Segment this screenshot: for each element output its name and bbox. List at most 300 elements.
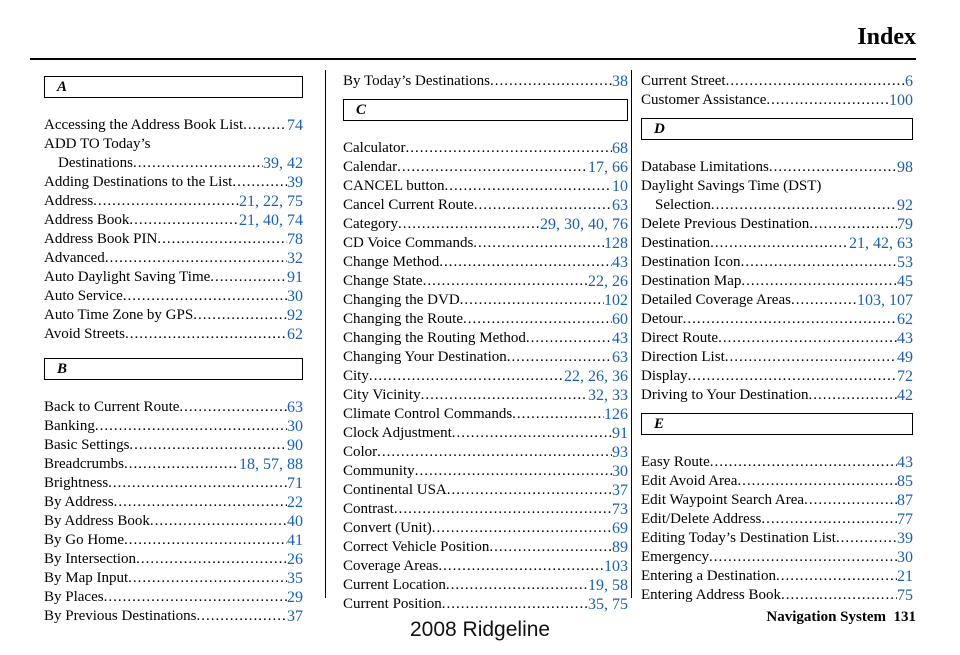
leader-dots [114, 493, 287, 512]
index-entry [343, 424, 628, 443]
index-entry-label: Current Location [343, 577, 446, 593]
index-entry-label: Accessing the Address Book List [44, 117, 244, 133]
index-entry-label: Delete Previous Destination [641, 216, 810, 232]
index-entry-label: Current Position [343, 596, 442, 612]
leader-dots [710, 234, 849, 253]
page-link[interactable]: 92 [287, 307, 303, 324]
index-entry-label: By Address [44, 494, 114, 510]
index-entry [641, 510, 913, 529]
page-link[interactable]: 10 [612, 178, 628, 195]
section-header-b: B [44, 358, 303, 380]
index-entry [343, 272, 628, 291]
index-entry [641, 529, 913, 548]
leader-dots [718, 329, 897, 348]
index-entry-label: Community [343, 463, 415, 479]
page-refs: 21, 40, 74 [239, 212, 303, 229]
page-link[interactable]: 74 [287, 212, 303, 229]
leader-dots [460, 291, 604, 310]
page-link[interactable]: 85 [897, 473, 913, 490]
leader-dots [397, 158, 588, 177]
page-refs [287, 569, 303, 588]
index-entry-label: Banking [44, 418, 95, 434]
index-entry [641, 196, 913, 215]
page-refs [897, 548, 913, 567]
index-list-b-cont [343, 72, 628, 91]
page-link[interactable]: 87 [897, 492, 913, 509]
page-refs [612, 348, 628, 367]
index-entry-label: Calendar [343, 159, 398, 175]
page-link[interactable]: 102 [604, 292, 628, 309]
index-entry-label: Emergency [641, 549, 710, 565]
leader-dots [129, 211, 239, 230]
page-link[interactable]: 126 [604, 406, 628, 423]
leader-dots [125, 325, 287, 344]
page-refs [287, 531, 303, 550]
index-entry-label: Entering Address Book [641, 587, 781, 603]
leader-dots [210, 268, 287, 287]
page-refs: 19, 58 [588, 577, 628, 594]
page-link[interactable]: 53 [897, 254, 913, 271]
index-entry-label: Advanced [44, 250, 105, 266]
index-entry [641, 348, 913, 367]
page-refs [287, 436, 303, 455]
page-refs [897, 310, 913, 329]
page-link[interactable]: 91 [612, 425, 628, 442]
index-entry-label: By Map Input [44, 570, 129, 586]
index-entry [641, 310, 913, 329]
index-entry [343, 405, 628, 424]
leader-dots [423, 272, 588, 291]
page-link[interactable]: 43 [897, 330, 913, 347]
page-refs: 103, 107 [857, 292, 913, 309]
leader-dots [804, 491, 897, 510]
page-refs: 35, 75 [588, 596, 628, 613]
page-refs [897, 158, 913, 177]
index-entry [641, 567, 913, 586]
page-link[interactable]: 75 [287, 193, 303, 210]
page-link[interactable]: 30 [612, 463, 628, 480]
page-refs [905, 72, 913, 91]
page-link[interactable]: 39 [897, 530, 913, 547]
leader-dots [737, 472, 897, 491]
page-refs: 32, 33 [588, 387, 628, 404]
page-link[interactable]: 40 [588, 216, 604, 233]
leader-dots [781, 586, 897, 605]
index-entry [343, 177, 628, 196]
index-entry [44, 569, 303, 588]
index-column-3 [641, 72, 913, 605]
leader-dots [741, 272, 897, 291]
leader-dots [474, 196, 612, 215]
index-entry-label: Changing the DVD [343, 292, 460, 308]
index-list-d [641, 158, 913, 405]
page-link[interactable]: 62 [897, 311, 913, 328]
page-link[interactable]: 103 [857, 292, 881, 309]
page-refs [612, 72, 628, 91]
index-entry-label: Direction List [641, 349, 725, 365]
section-header-a: A [44, 76, 303, 98]
page-refs [897, 272, 913, 291]
index-entry [44, 287, 303, 306]
page-link[interactable]: 128 [604, 235, 628, 252]
leader-dots [123, 287, 287, 306]
page-link[interactable]: 75 [897, 587, 913, 604]
page-link[interactable]: 72 [897, 368, 913, 385]
index-entry-label: By Places [44, 589, 104, 605]
page-link[interactable]: 93 [612, 444, 628, 461]
page-link[interactable]: 66 [612, 159, 628, 176]
leader-dots [725, 348, 897, 367]
page-refs [897, 472, 913, 491]
index-entry-label: Current Street [641, 73, 726, 89]
leader-dots [688, 367, 897, 386]
index-entry-label: Convert (Unit) [343, 520, 432, 536]
page-link[interactable]: 21 [239, 212, 255, 229]
page-link[interactable]: 43 [897, 454, 913, 471]
page-link[interactable]: 63 [612, 197, 628, 214]
page-link[interactable]: 58 [612, 577, 628, 594]
page-link[interactable]: 103 [604, 558, 628, 575]
index-entry-label: Contrast [343, 501, 394, 517]
page-link[interactable]: 45 [897, 273, 913, 290]
leader-dots [809, 386, 897, 405]
page-link[interactable]: 74 [287, 117, 303, 134]
page-refs [897, 215, 913, 234]
index-entry [44, 325, 303, 344]
page-refs [287, 249, 303, 268]
model-label: 2008 Ridgeline [410, 618, 551, 641]
index-entry [343, 538, 628, 557]
page-link[interactable]: 6 [905, 73, 913, 90]
index-entry [343, 519, 628, 538]
index-entry [44, 116, 303, 135]
page-refs: 18, 57, 88 [239, 456, 303, 473]
page-link[interactable]: 78 [287, 231, 303, 248]
index-entry-label: Display [641, 368, 688, 384]
leader-dots [157, 230, 287, 249]
index-entry [343, 139, 628, 158]
index-entry [641, 91, 913, 110]
page-link[interactable]: 77 [897, 511, 913, 528]
index-entry-label: Brightness [44, 475, 109, 491]
page-refs [897, 529, 913, 548]
page-link[interactable]: 33 [612, 387, 628, 404]
index-list-b [44, 398, 303, 626]
page-link[interactable]: 19 [588, 577, 604, 594]
index-entry-label: ADD TO Today’s [44, 136, 151, 152]
page-refs [897, 586, 913, 605]
footer-nav-label: Navigation System [766, 609, 886, 625]
page-link[interactable]: 22 [263, 193, 279, 210]
index-list-a [44, 116, 303, 344]
index-entry-label: Back to Current Route [44, 399, 180, 415]
index-entry [44, 154, 303, 173]
index-entry-label: Auto Time Zone by GPS [44, 307, 194, 323]
page-refs [287, 417, 303, 436]
index-entry [343, 158, 628, 177]
leader-dots [726, 72, 905, 91]
page-link[interactable]: 29 [540, 216, 556, 233]
index-entry [44, 211, 303, 230]
leader-dots [197, 607, 288, 626]
index-entry [641, 453, 913, 472]
index-entry [343, 329, 628, 348]
page-link[interactable]: 43 [612, 330, 628, 347]
leader-dots [232, 173, 287, 192]
index-entry-label: Detour [641, 311, 683, 327]
page-link[interactable]: 88 [287, 456, 303, 473]
index-entry-label: Detailed Coverage Areas [641, 292, 791, 308]
leader-dots [776, 567, 897, 586]
page-refs [612, 139, 628, 158]
page-link[interactable]: 30 [897, 549, 913, 566]
page-refs [897, 253, 913, 272]
index-entry-label: Database Limitations [641, 159, 769, 175]
page-link[interactable]: 42 [897, 387, 913, 404]
page-link[interactable]: 30 [287, 288, 303, 305]
page-link[interactable]: 26 [588, 368, 604, 385]
leader-dots [104, 588, 287, 607]
page-refs [287, 588, 303, 607]
page-footer [766, 609, 916, 626]
page-refs: 21, 22, 75 [239, 193, 303, 210]
index-entry [641, 291, 913, 310]
page-link[interactable]: 107 [889, 292, 913, 309]
leader-dots [108, 474, 287, 493]
page-refs [612, 424, 628, 443]
index-entry [44, 192, 303, 211]
leader-dots [442, 595, 588, 614]
page-link[interactable]: 40 [263, 212, 279, 229]
leader-dots [512, 405, 604, 424]
page-link[interactable]: 100 [889, 92, 913, 109]
index-entry [641, 234, 913, 253]
page-link[interactable]: 26 [612, 273, 628, 290]
page-link[interactable]: 91 [287, 269, 303, 286]
section-header-d: D [641, 118, 913, 140]
index-entry [343, 500, 628, 519]
page-link[interactable]: 63 [897, 235, 913, 252]
page-link[interactable]: 68 [612, 140, 628, 157]
page-link[interactable]: 75 [612, 596, 628, 613]
page-link[interactable]: 39 [263, 155, 279, 172]
column-divider [325, 70, 326, 598]
page-refs [287, 398, 303, 417]
page-link[interactable]: 37 [287, 608, 303, 625]
page-refs [612, 253, 628, 272]
page-refs [287, 512, 303, 531]
page-link[interactable]: 17 [588, 159, 604, 176]
page-refs [897, 348, 913, 367]
page-link[interactable]: 21 [897, 568, 913, 585]
leader-dots [447, 481, 612, 500]
page-link[interactable]: 63 [612, 349, 628, 366]
leader-dots [394, 500, 612, 519]
page-link[interactable]: 92 [897, 197, 913, 214]
page-link[interactable]: 71 [287, 475, 303, 492]
page-refs [612, 443, 628, 462]
page-refs [287, 474, 303, 493]
page-link[interactable]: 18 [239, 456, 255, 473]
index-entry-label: Customer Assistance [641, 92, 767, 108]
page-link[interactable]: 32 [287, 250, 303, 267]
page-refs [612, 329, 628, 348]
index-entry-label: Auto Daylight Saving Time [44, 269, 211, 285]
page-link[interactable]: 39 [287, 174, 303, 191]
page-link[interactable]: 35 [287, 570, 303, 587]
index-entry [343, 462, 628, 481]
leader-dots [526, 329, 612, 348]
page-refs [287, 230, 303, 249]
page-link[interactable]: 41 [287, 532, 303, 549]
page-refs: 17, 66 [588, 159, 628, 176]
page-link[interactable]: 57 [263, 456, 279, 473]
page-link[interactable]: 76 [612, 216, 628, 233]
page-link[interactable]: 62 [287, 326, 303, 343]
leader-dots [369, 367, 564, 386]
page-link[interactable]: 26 [287, 551, 303, 568]
index-entry [343, 215, 628, 234]
page-refs [897, 367, 913, 386]
page-link[interactable]: 38 [612, 73, 628, 90]
page-link[interactable]: 69 [612, 520, 628, 537]
index-entry-label: Changing the Route [343, 311, 463, 327]
index-entry [343, 481, 628, 500]
page-link[interactable]: 37 [612, 482, 628, 499]
index-entry [641, 177, 913, 196]
page-refs: 39, 42 [263, 155, 303, 172]
index-entry [343, 234, 628, 253]
index-entry-label: Daylight Savings Time (DST) [641, 178, 822, 194]
page-link[interactable]: 40 [287, 513, 303, 530]
index-entry [343, 557, 628, 576]
index-entry [44, 173, 303, 192]
leader-dots [710, 453, 897, 472]
leader-dots [463, 310, 612, 329]
page-link[interactable]: 30 [564, 216, 580, 233]
page-refs [287, 493, 303, 512]
page-refs [897, 196, 913, 215]
page-link[interactable]: 42 [287, 155, 303, 172]
page-link[interactable]: 22 [287, 494, 303, 511]
index-entry [641, 586, 913, 605]
index-entry [641, 491, 913, 510]
page-link[interactable]: 29 [287, 589, 303, 606]
index-entry-label: By Intersection [44, 551, 137, 567]
page-title: Index [857, 24, 916, 50]
page-refs [287, 306, 303, 325]
page-link[interactable]: 60 [612, 311, 628, 328]
index-entry-label: Changing Your Destination [343, 349, 507, 365]
page-link[interactable]: 43 [612, 254, 628, 271]
index-entry [641, 72, 913, 91]
index-entry [343, 72, 628, 91]
index-entry [44, 268, 303, 287]
index-entry [44, 249, 303, 268]
index-entry-label: Calculator [343, 140, 406, 156]
index-entry-label: Cancel Current Route [343, 197, 474, 213]
leader-dots [150, 512, 287, 531]
page-refs [612, 481, 628, 500]
page-refs: 22, 26 [588, 273, 628, 290]
index-entry [44, 550, 303, 569]
page-refs [897, 491, 913, 510]
page-link[interactable]: 63 [287, 399, 303, 416]
index-entry [343, 443, 628, 462]
page-link[interactable]: 90 [287, 437, 303, 454]
index-entry [343, 196, 628, 215]
index-entry [641, 215, 913, 234]
index-entry [44, 588, 303, 607]
page-refs [897, 567, 913, 586]
index-entry-label: Breadcrumbs [44, 456, 124, 472]
index-entry [44, 474, 303, 493]
page-link[interactable]: 22 [588, 273, 604, 290]
index-entry-label: Address Book [44, 212, 130, 228]
page-refs [889, 91, 913, 110]
page-link[interactable]: 73 [612, 501, 628, 518]
page-link[interactable]: 30 [287, 418, 303, 435]
index-entry [44, 455, 303, 474]
page-refs [612, 538, 628, 557]
page-link[interactable]: 32 [588, 387, 604, 404]
leader-dots [683, 310, 897, 329]
index-entry-label: CANCEL button [343, 178, 445, 194]
leader-dots [489, 538, 612, 557]
index-entry-label: Auto Service [44, 288, 123, 304]
index-entry [343, 348, 628, 367]
index-entry-label: Destination Icon [641, 254, 741, 270]
page-link[interactable]: 89 [612, 539, 628, 556]
index-entry-label: Avoid Streets [44, 326, 125, 342]
index-entry-label: Address [44, 193, 94, 209]
index-entry [343, 386, 628, 405]
page-link[interactable]: 21 [239, 193, 255, 210]
page-link[interactable]: 21 [849, 235, 865, 252]
index-entry [44, 417, 303, 436]
leader-dots [507, 348, 612, 367]
index-entry-label: Editing Today’s Destination List [641, 530, 836, 546]
index-entry [343, 595, 628, 614]
leader-dots [124, 455, 239, 474]
leader-dots [445, 177, 612, 196]
title-rule [30, 58, 916, 60]
page-link[interactable]: 49 [897, 349, 913, 366]
page-refs [897, 510, 913, 529]
page-link[interactable]: 42 [873, 235, 889, 252]
index-entry-label: Basic Settings [44, 437, 130, 453]
index-entry [641, 253, 913, 272]
page-link[interactable]: 36 [612, 368, 628, 385]
leader-dots [766, 91, 889, 110]
page-number: 131 [893, 609, 916, 625]
index-list-c [343, 139, 628, 614]
page-link[interactable]: 98 [897, 159, 913, 176]
page-link[interactable]: 79 [897, 216, 913, 233]
section-header-c: C [343, 99, 628, 121]
page-refs [287, 268, 303, 287]
page-link[interactable]: 22 [564, 368, 580, 385]
index-entry-label: Destinations [58, 155, 133, 171]
page-link[interactable]: 35 [588, 596, 604, 613]
page-refs [897, 453, 913, 472]
leader-dots [398, 215, 540, 234]
index-entry-label: Changing the Routing Method [343, 330, 526, 346]
leader-dots [490, 72, 612, 91]
page-refs [287, 116, 303, 135]
leader-dots [179, 398, 287, 417]
index-entry-label: Selection [655, 197, 711, 213]
